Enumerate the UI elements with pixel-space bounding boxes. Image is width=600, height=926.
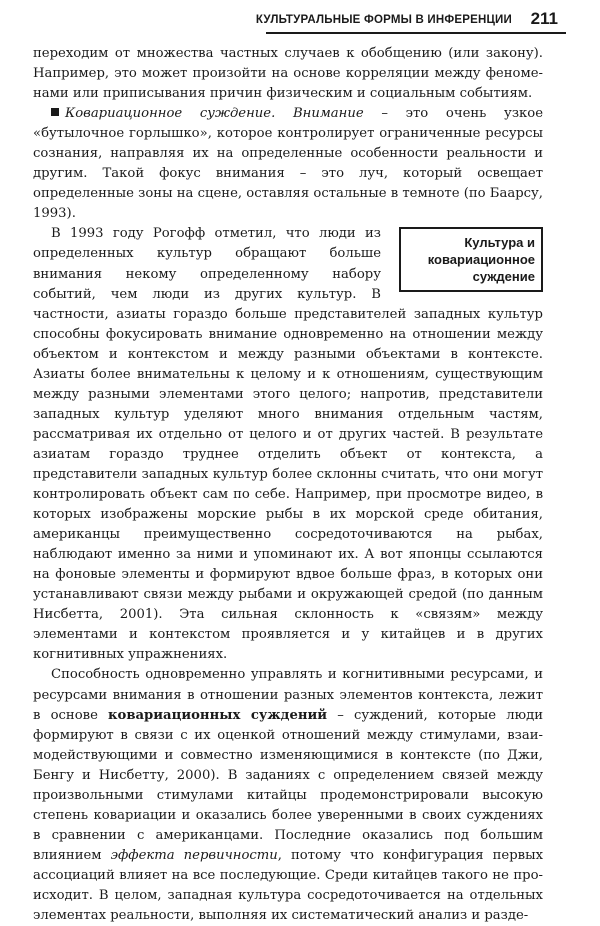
running-header: [255, 8, 566, 34]
sidebar-box: [399, 227, 543, 292]
paragraph-continuation: переходим от множества частных случаев к обобщению (или закону). Например, это может произойти на основе корреляции между феноменами или приписывания причин физическим и социальным событиям.: [33, 46, 543, 102]
header-title: КУЛЬТУРАЛЬНЫЕ ФОРМЫ В ИНФЕРЕНЦИИ: [255, 14, 512, 26]
paragraph-text: , потому что конфигурация первых ассоциаций влияет на все последующие. Среди китайцев такого не происходит. В целом, западная культура сосредоточивается на отдельных элементах реальности, выполняя их систематический анализ и разде-: [33, 847, 544, 924]
italic-term: эффекта первичности: [110, 847, 278, 863]
paragraph-rogoff: [33, 224, 543, 665]
paragraph-text: – это очень узкое «бутылочное горлышко», которое контролирует ограниченные ресурсы сознания, направляя их на определенные особенности реальности и другим. Такой фокус внимания – это луч, который освещает определенные зоны на сцене, оставляя остальные в темноте (по Баарсу, 1993).: [33, 106, 543, 222]
section-term: Ковариационное суждение. Внимание: [65, 106, 364, 122]
paragraph-covariation-ability: [33, 665, 543, 926]
bullet-square-icon: [51, 108, 59, 116]
paragraph-covariation-judgment: [33, 104, 543, 224]
sidebar-line: Культура и: [464, 235, 535, 251]
body-text: [33, 44, 543, 926]
paragraph-text: В 1993 году Рогофф отметил, что люди из определенных культур обращают больше внимания некому определенному набору событий, чем люди из других культур. В частности, азиаты гораздо больше представителей западных культур способны фокусировать внимание одновременно на отношении между объектом и контекстом и между разными объектами в контексте. Азиаты более внимательны к целому и к отношениям, существующим между разными элементами этого целого; напротив, представители западных культур уделяют много внимания отдельным частям, рассматривая их отдельно от целого и от других частей. В результате азиатам гораздо труднее отделить объект от контекста, а представители западных культур более склонны считать, что они могут контролировать объект сам по себе. Например, при просмотре видео, в которых изображены морские рыбы в их морской среде обитания, американцы преимущественно сосредоточиваются на рыбах, наблюдают именно за ними и упоминают их. А вот японцы ссылаются на фоновые элементы и формируют вдвое больше фраз, в которых они устанавливают связи между рыбами и окружающей средой (по данным Нисбетта, 2001). Эта сильная склонность к «связям» между элементами и контекстом проявляется и у китайцев и в других когнитивных упражнениях.: [33, 226, 543, 663]
page-number: 211: [530, 9, 558, 28]
paragraph-text: – суждений, которые люди формируют в связи с их оценкой отношений между стимулами, взаимодействующими и совместно изменяющимися в контексте (по Джи, Бенгу и Нисбетту, 2000). В заданиях с определением связей между произвольными стимулами китайцы продемонстрировали высокую степень ковариации и оказались более уверенными в своих суждениях в сравнении с американцами. Последние оказались под большим влиянием: [33, 707, 543, 863]
paragraph-text: Способность одновременно управлять и когнитивными ресурсами, и ресурсами внимания в отношении разных элементов контекста, лежит в основе: [33, 667, 543, 723]
sidebar-line: суждение: [472, 269, 535, 285]
key-term: ковариационных суждений: [108, 707, 328, 723]
sidebar-line: ковариационное: [427, 252, 535, 268]
